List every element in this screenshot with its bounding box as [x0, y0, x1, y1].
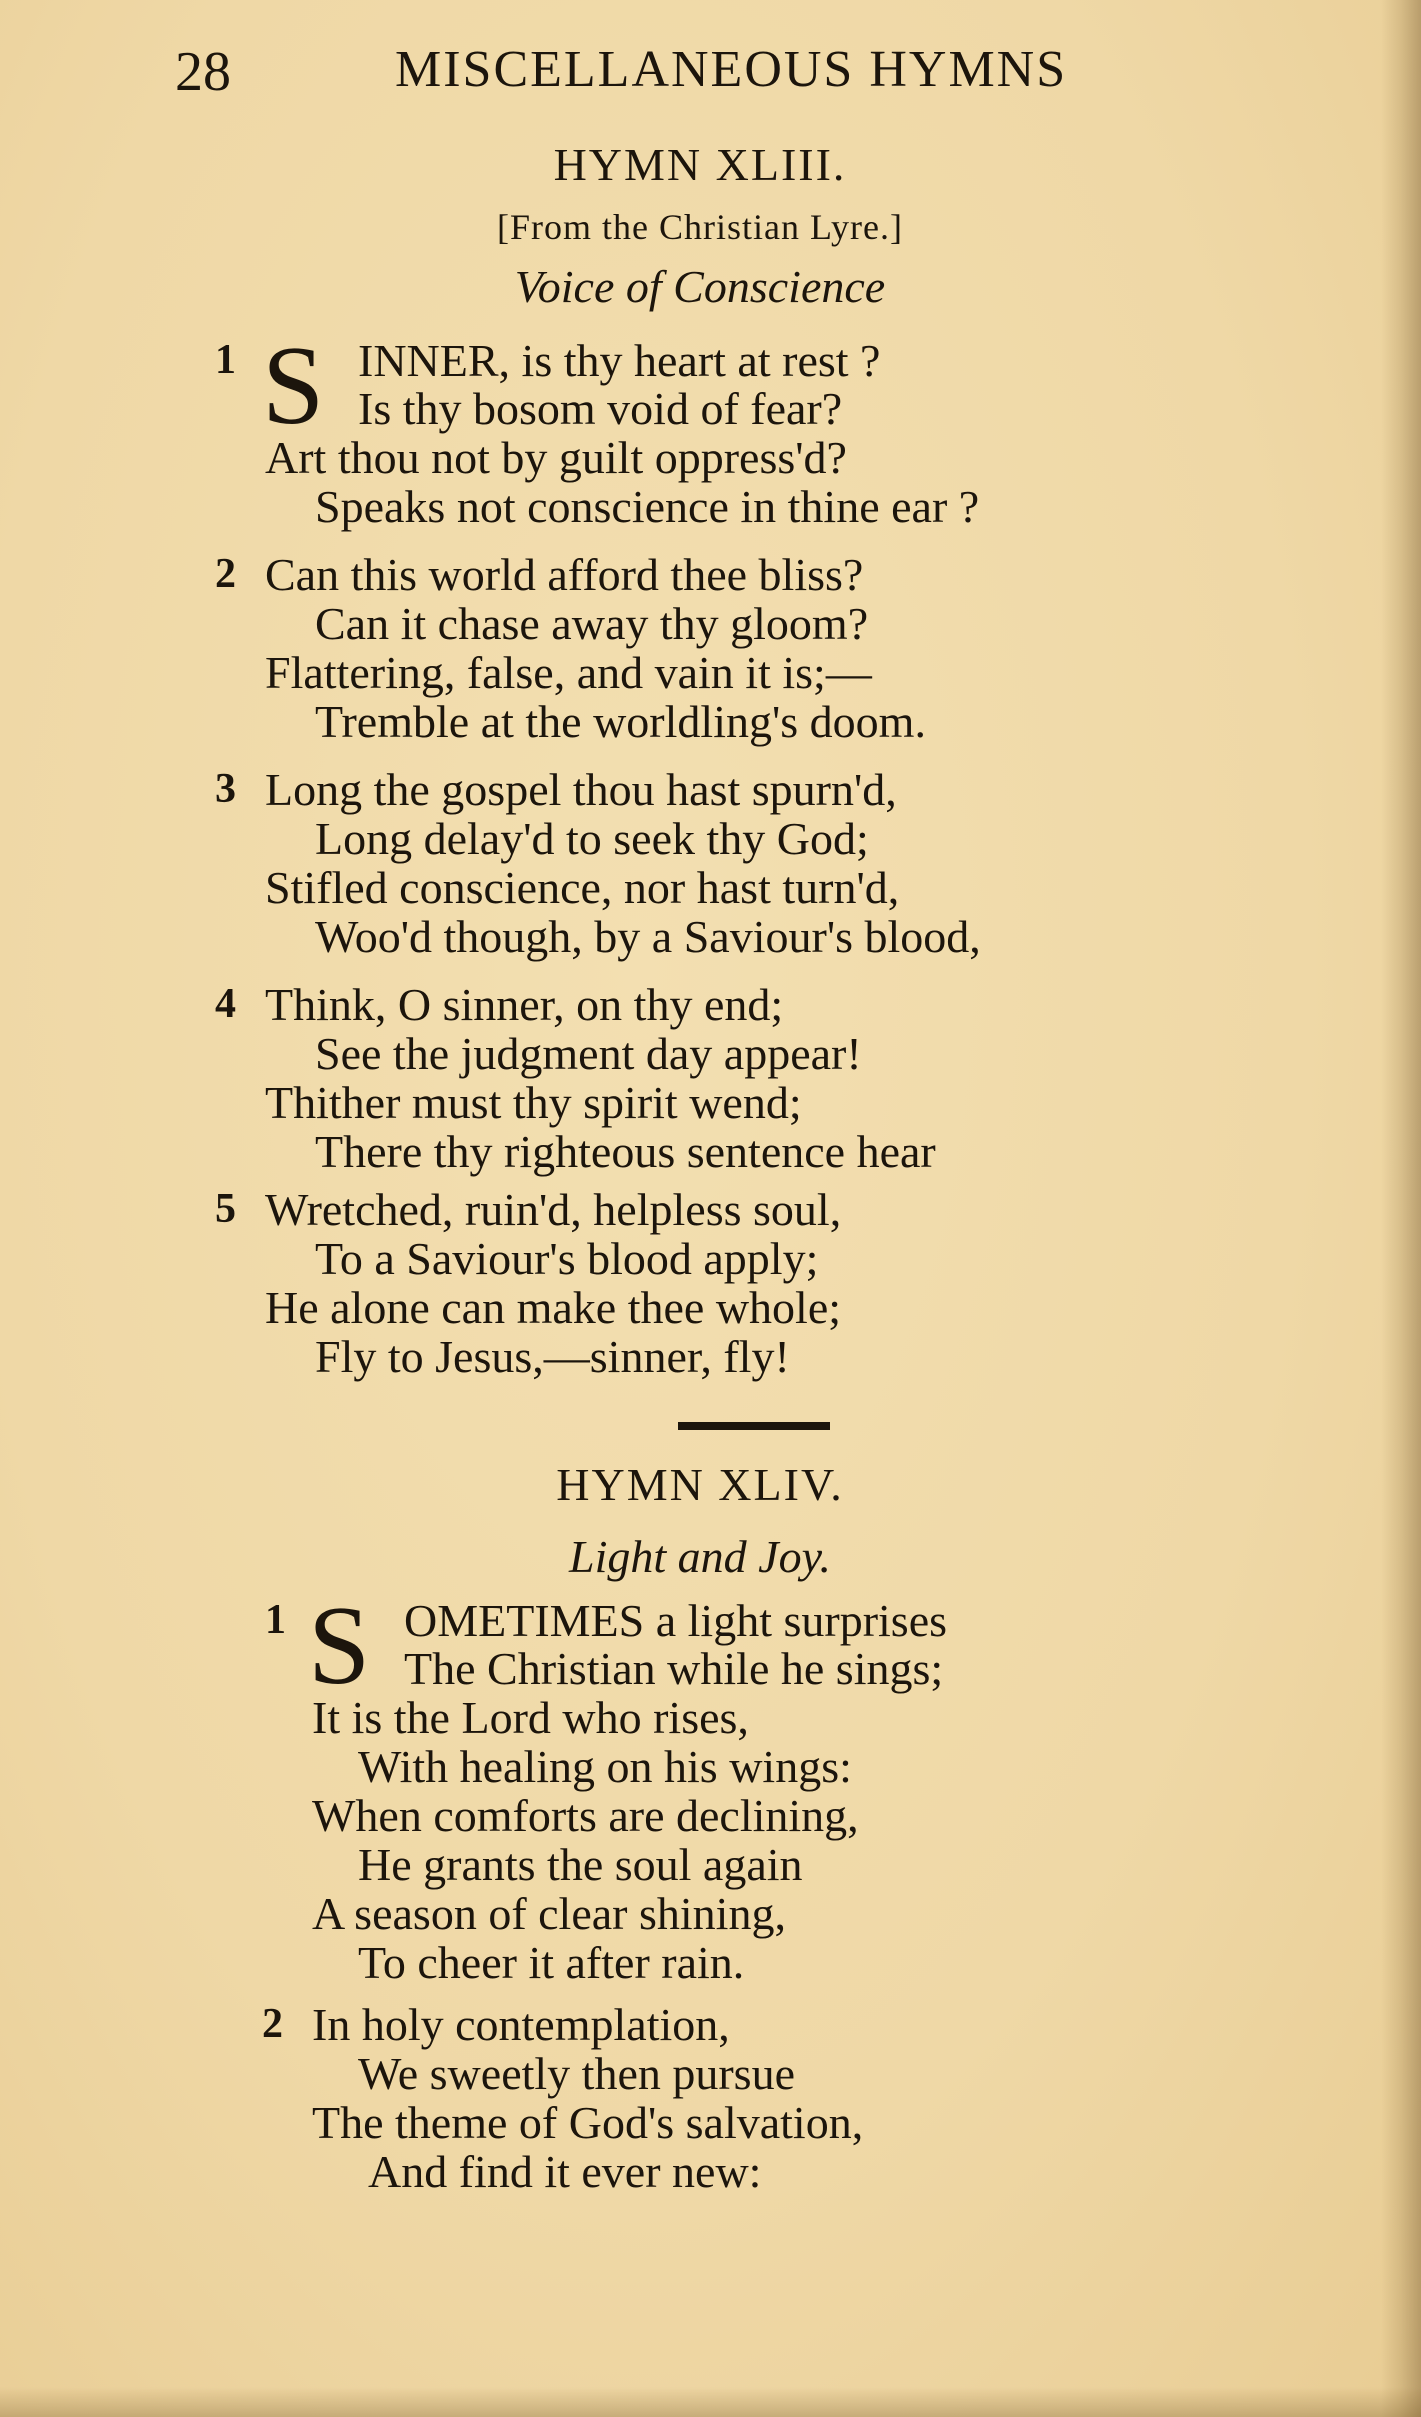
- hymn-subtitle: Light and Joy.: [569, 1531, 831, 1582]
- section-divider: [678, 1422, 830, 1430]
- running-title: MISCELLANEOUS HYMNS: [395, 41, 1068, 98]
- stanza-number: 1: [265, 1597, 286, 1643]
- verse-line: In holy contemplation,: [312, 1999, 730, 2050]
- stanza-number: 5: [215, 1186, 236, 1232]
- verse-line: INNER, is thy heart at rest ?: [358, 335, 881, 386]
- drop-cap: S: [262, 324, 325, 448]
- verse-line: The Christian while he sings;: [404, 1643, 944, 1694]
- page-edge-shadow: [1381, 0, 1421, 2417]
- verse-line: Is thy bosom void of fear?: [358, 383, 843, 434]
- verse-line: When comforts are declining,: [312, 1790, 859, 1841]
- verse-line: Can it chase away thy gloom?: [315, 598, 869, 649]
- verse-line: And find it ever new:: [368, 2146, 762, 2197]
- verse-line: Thither must thy spirit wend;: [265, 1077, 802, 1128]
- page-number: 28: [175, 41, 231, 103]
- verse-line: Woo'd though, by a Saviour's blood,: [315, 911, 981, 962]
- stanza-number: 1: [215, 337, 236, 383]
- verse-line: To cheer it after rain.: [358, 1937, 745, 1988]
- stanza-number: 4: [215, 981, 236, 1027]
- verse-line: With healing on his wings:: [358, 1741, 852, 1792]
- verse-line: Flattering, false, and vain it is;—: [265, 647, 872, 698]
- stanza-number: 3: [215, 766, 236, 812]
- verse-line: A season of clear shining,: [312, 1888, 786, 1939]
- verse-line: Speaks not conscience in thine ear ?: [315, 481, 980, 532]
- verse-line: Wretched, ruin'd, helpless soul,: [265, 1184, 842, 1235]
- verse-line: Stifled conscience, nor hast turn'd,: [265, 862, 900, 913]
- page-bottom-shadow: [0, 2387, 1421, 2417]
- hymn-subtitle: Voice of Conscience: [514, 261, 886, 312]
- drop-cap: S: [308, 1584, 371, 1708]
- stanza-number: 2: [262, 2001, 283, 2047]
- verse-line: He grants the soul again: [358, 1839, 803, 1890]
- verse-line: He alone can make thee whole;: [265, 1282, 842, 1333]
- stanza-number: 2: [215, 551, 236, 597]
- verse-line: Long the gospel thou hast spurn'd,: [265, 764, 897, 815]
- hymn-title: HYMN XLIII.: [553, 139, 847, 190]
- verse-line: Think, O sinner, on thy end;: [265, 979, 784, 1030]
- verse-line: We sweetly then pursue: [358, 2048, 795, 2099]
- hymn-source: [From the Christian Lyre.]: [497, 207, 903, 247]
- verse-line: To a Saviour's blood apply;: [315, 1233, 819, 1284]
- verse-line: It is the Lord who rises,: [312, 1692, 749, 1743]
- verse-line: Fly to Jesus,—sinner, fly!: [315, 1331, 790, 1382]
- verse-line: Can this world afford thee bliss?: [265, 549, 864, 600]
- hymn-title: HYMN XLIV.: [556, 1459, 844, 1510]
- verse-line: Tremble at the worldling's doom.: [315, 696, 926, 747]
- verse-line: The theme of God's salvation,: [312, 2097, 864, 2148]
- verse-line: OMETIMES a light surprises: [404, 1595, 948, 1646]
- verse-line: Long delay'd to seek thy God;: [315, 813, 869, 864]
- verse-line: See the judgment day appear!: [315, 1028, 862, 1079]
- verse-line: There thy righteous sentence hear: [315, 1126, 936, 1177]
- running-head: [175, 40, 1175, 110]
- verse-line: Art thou not by guilt oppress'd?: [265, 432, 847, 483]
